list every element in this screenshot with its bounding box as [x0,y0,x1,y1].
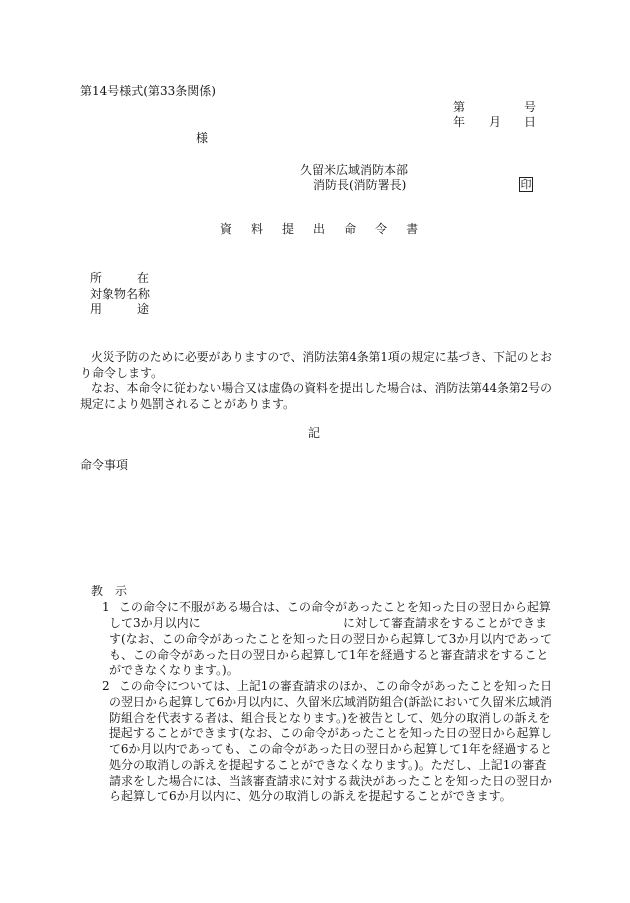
title-char: 書 [406,222,419,236]
body-line-4: 規定により処罰されることがあります。 [80,397,296,411]
field-address-b: 在 [137,271,150,285]
notice-item-1-line-1: この命令に不服がある場合は、この命令があったことを知った日の翌日から起算 [119,600,551,614]
date-year: 年 [453,115,466,129]
notice-item-1-line-3: す(なお、この命令があったことを知った日の翌日から起算して3か月以内であって [109,632,552,646]
field-address-a: 所 [90,271,103,285]
title-char: 命 [344,222,357,236]
date-month: 月 [489,115,502,129]
body-line-3: なお、本命令に従わない場合又は虚偽の資料を提出した場合は、消防法第44条第2号の [91,381,552,395]
notice-item-2-line-8: ら起算して6か月以内に、処分の取消しの訴えを提起することができます。 [109,789,512,803]
title-char: 令 [375,222,388,236]
title-char: 資 [220,222,233,236]
notice-heading: 教 示 [91,584,128,598]
notice-item-2-line-2: の翌日から起算して6か月以内に、久留米広域消防組合(訴訟において久留米広域消 [109,695,552,709]
notice-item-2-line-6: 処分の取消しの訴えを提起することができなくなります。)。ただし、上記1の審査 [109,758,547,772]
notice-item-2-line-5: て6か月以内であっても、この命令があった日の翌日から起算して1年を経過すると [109,742,552,756]
notice-item-1-num: 1 [102,600,110,614]
seal-mark: 印 [520,178,532,191]
notice-item-2-line-7: 請求をした場合には、当該審査請求に対する裁決があったことを知った日の翌日か [109,774,553,788]
field-target-name: 対象物名称 [90,287,151,301]
notice-item-2-line-3: 防組合を代表する者は、組合長となります。)を被告として、処分の取消しの訴えを [109,711,551,725]
body-line-2: り命令します。 [80,366,164,380]
number-dai: 第 [453,100,466,114]
order-items-label: 命令事項 [80,458,129,472]
date-day: 日 [524,115,537,129]
notice-item-2-line-1: この命令については、上記1の審査請求のほか、この命令があったことを知った日 [119,679,552,693]
number-go: 号 [524,100,537,114]
issuer-title: 消防長(消防署長) [313,178,407,192]
title-char: 提 [282,222,295,236]
addressee-suffix: 様 [196,131,209,145]
notice-item-1-line-5: ができなくなります。)。 [109,663,239,677]
notice-item-1-line-2b: に対して審査請求をすることができま [343,616,548,630]
notice-item-1-line-2a: して3か月以内に [109,616,201,630]
field-use-a: 用 [90,302,103,316]
ki-mark: 記 [308,426,321,440]
issuer-org: 久留米広域消防本部 [300,163,409,177]
title-char: 出 [313,222,326,236]
title-char: 料 [251,222,264,236]
notice-item-2-num: 2 [102,679,110,693]
notice-item-2-line-4: 提起することができます(なお、この命令があったことを知った日の翌日から起算し [109,726,553,740]
field-use-b: 途 [137,302,150,316]
document-title [220,222,418,236]
form-label: 第14号様式(第33条関係) [80,84,216,98]
body-line-1: 火災予防のために必要がありますので、消防法第4条第1項の規定に基づき、下記のとお [91,350,553,364]
notice-item-1-line-4: も、この命令があった日の翌日から起算して1年を経過すると審査請求をすること [109,648,549,662]
